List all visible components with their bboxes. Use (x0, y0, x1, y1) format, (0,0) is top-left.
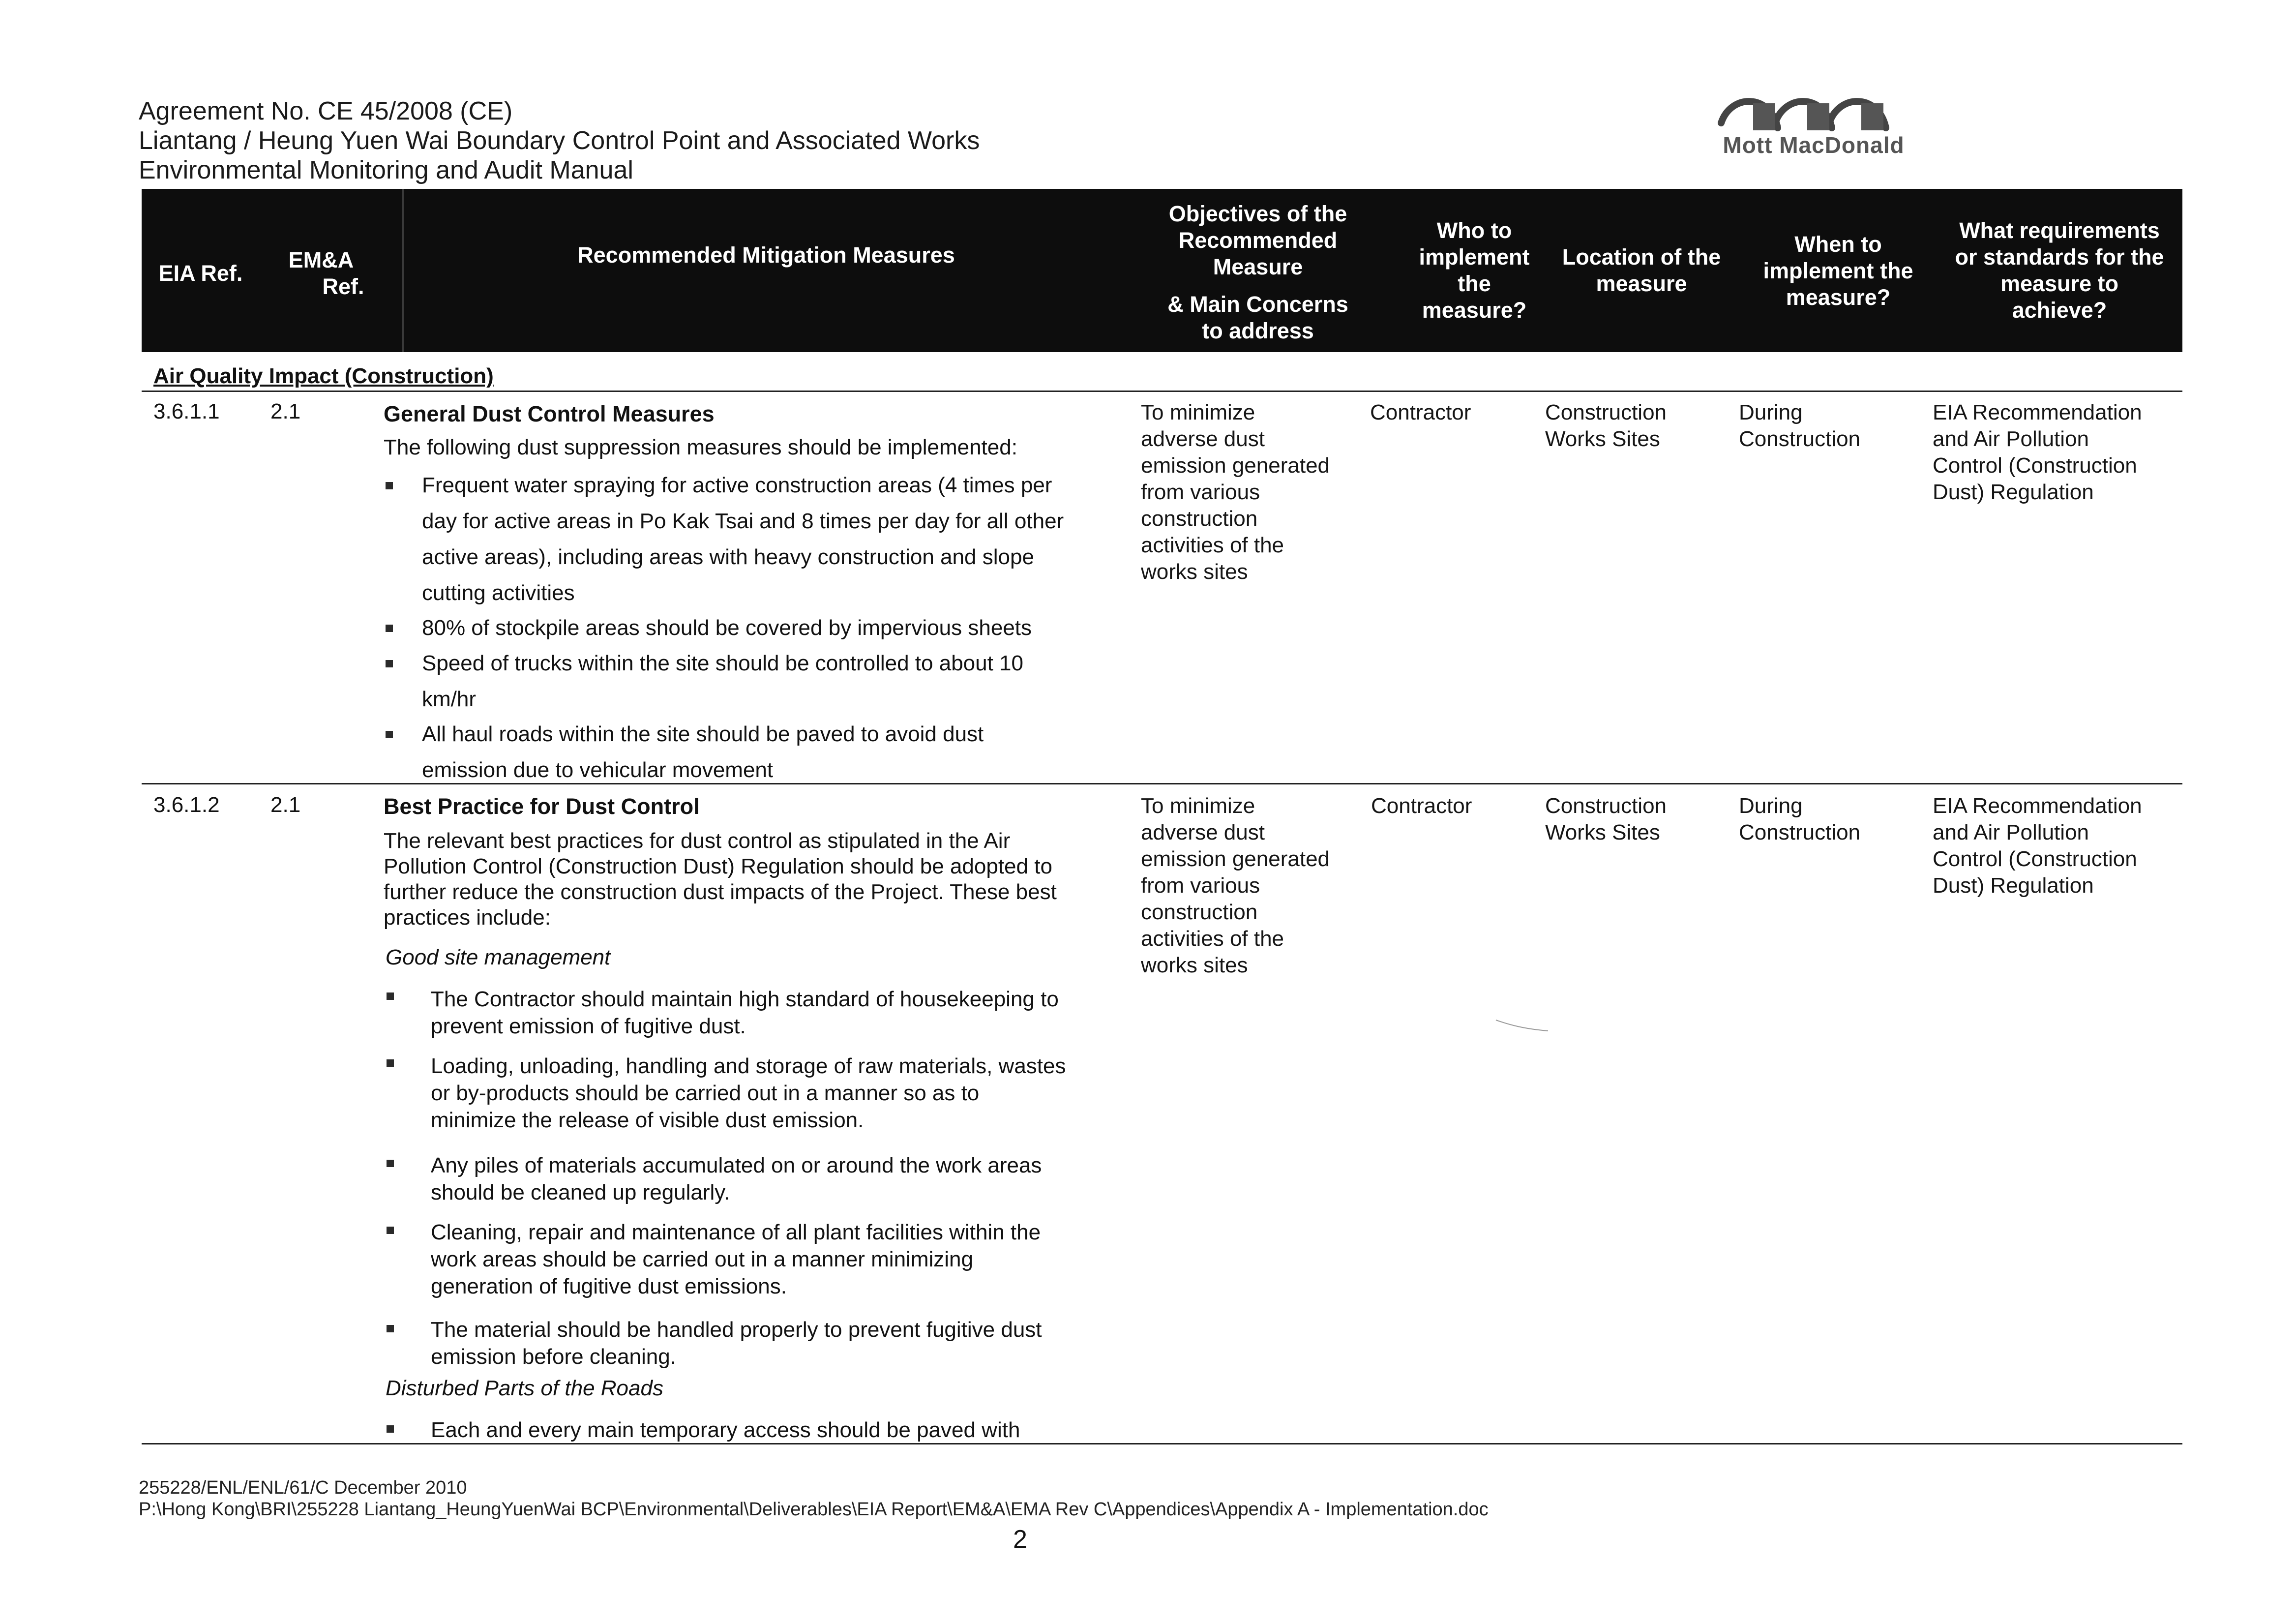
col-who-l4: measure? (1422, 298, 1527, 323)
bullet-line: Cleaning, repair and maintenance of all plant facilities within the (431, 1220, 1041, 1244)
measure-intro-line: The relevant best practices for dust control as stipulated in the Air (384, 829, 1011, 853)
col-when-l1: When to (1794, 232, 1882, 257)
bullet-icon (386, 625, 393, 632)
bullet-line: Speed of trucks within the site should be controlled to about 10 (422, 651, 1023, 675)
col-ema-ref-line1: EM&A (288, 247, 354, 272)
footer-doc-ref: 255228/ENL/ENL/61/C December 2010 (139, 1477, 467, 1498)
col-eia-ref: EIA Ref. (158, 261, 243, 286)
measure-title: Best Practice for Dust Control (384, 794, 700, 819)
bullet-line: should be cleaned up regularly. (431, 1180, 730, 1204)
who-cell: Contractor (1370, 400, 1471, 424)
bullet-line: cutting activities (422, 581, 575, 605)
requirement-line: Dust) Regulation (1933, 873, 2094, 898)
when-line: During (1739, 400, 1803, 424)
bullet-icon (387, 1227, 394, 1234)
page-number: 2 (1013, 1525, 1027, 1554)
bullet-icon (386, 660, 393, 667)
col-when-l3: measure? (1786, 285, 1891, 310)
objective-line: from various (1141, 873, 1260, 898)
bullet-line: The Contractor should maintain high standard of housekeeping to (431, 987, 1059, 1011)
bullet-line: active areas), including areas with heavy construction and slope (422, 545, 1034, 569)
col-requirements-l1: What requirements (1959, 218, 2160, 243)
objective-line: To minimize (1141, 400, 1255, 424)
col-who-l1: Who to (1436, 218, 1512, 243)
objective-line: activities of the (1141, 927, 1284, 951)
row-divider (142, 783, 2182, 784)
bullet-line: generation of fugitive dust emissions. (431, 1274, 787, 1298)
requirement-line: Control (Construction (1933, 453, 2137, 478)
col-mitigation-measures: Recommended Mitigation Measures (577, 242, 955, 268)
eia-ref: 3.6.1.1 (153, 399, 220, 423)
column-separator (402, 189, 404, 352)
document-agreement-no: Agreement No. CE 45/2008 (CE) (139, 97, 513, 125)
bullet-icon (386, 482, 393, 489)
requirement-line: EIA Recommendation (1933, 400, 2142, 424)
objective-line: emission generated (1141, 847, 1330, 871)
bullet-line: Frequent water spraying for active construction areas (4 times per (422, 473, 1052, 497)
requirement-line: EIA Recommendation (1933, 794, 2142, 818)
measure-intro-line: practices include: (384, 905, 551, 930)
col-requirements-l2: or standards for the (1955, 244, 2164, 270)
bullet-line: emission before cleaning. (431, 1345, 676, 1369)
measure-intro-line: further reduce the construction dust impacts of the Project. These best (384, 880, 1057, 904)
bullet-line: 80% of stockpile areas should be covered by impervious sheets (422, 616, 1032, 640)
bullet-icon (387, 1325, 394, 1332)
requirement-line: and Air Pollution (1933, 427, 2089, 451)
bullet-icon (387, 1059, 394, 1067)
bullet-line: emission due to vehicular movement (422, 758, 774, 782)
col-ema-ref-line2: Ref. (322, 274, 364, 299)
document-project-title: Liantang / Heung Yuen Wai Boundary Control Point and Associated Works (139, 126, 980, 155)
objective-line: adverse dust (1141, 427, 1265, 451)
objective-line: works sites (1141, 560, 1248, 584)
bullet-line: or by-products should be carried out in a manner so as to (431, 1081, 980, 1105)
col-who-l3: the (1458, 271, 1491, 296)
col-objectives-l3: Measure (1213, 254, 1303, 279)
measure-intro-line: Pollution Control (Construction Dust) Regulation should be adopted to (384, 854, 1052, 878)
bullet-line: minimize the release of visible dust emission. (431, 1108, 864, 1132)
col-who-l2: implement (1419, 244, 1530, 270)
table-header (142, 189, 2182, 352)
objective-line: adverse dust (1141, 820, 1265, 844)
col-when-l2: implement the (1763, 258, 1913, 283)
footer-file-path: P:\Hong Kong\BRI\255228 Liantang_HeungYuenWai BCP\Environmental\Deliverables\EIA Report\EM&A\EMA Rev C\Appendices\Appendix A - Implementation.doc (139, 1499, 1489, 1520)
eia-ref: 3.6.1.2 (153, 793, 220, 817)
objective-line: emission generated (1141, 453, 1330, 478)
location-line: Construction (1545, 794, 1667, 818)
bullet-icon (387, 992, 394, 1000)
col-requirements-l3: measure to (2000, 271, 2119, 296)
bullet-line: work areas should be carried out in a manner minimizing (431, 1247, 973, 1271)
ema-ref: 2.1 (270, 399, 301, 423)
pen-mark-icon (1495, 1018, 1549, 1033)
requirement-line: and Air Pollution (1933, 820, 2089, 844)
objective-line: construction (1141, 507, 1258, 531)
objective-line: construction (1141, 900, 1258, 924)
bullet-line: The material should be handled properly to prevent fugitive dust (431, 1318, 1042, 1342)
location-line: Works Sites (1545, 820, 1660, 844)
col-location-l1: Location of the (1562, 244, 1721, 270)
when-line: Construction (1739, 820, 1861, 844)
measure-title: General Dust Control Measures (384, 401, 715, 426)
bullet-line: All haul roads within the site should be paved to avoid dust (422, 722, 984, 746)
bullet-line: Each and every main temporary access should be paved with (431, 1418, 1020, 1442)
bullet-icon (387, 1425, 394, 1433)
subheading: Good site management (386, 945, 611, 969)
objective-line: To minimize (1141, 794, 1255, 818)
location-line: Works Sites (1545, 427, 1660, 451)
row-divider (142, 391, 2182, 392)
bullet-line: Any piles of materials accumulated on or around the work areas (431, 1153, 1042, 1177)
bullet-line: km/hr (422, 687, 476, 711)
location-line: Construction (1545, 400, 1667, 424)
section-title: Air Quality Impact (Construction) (153, 364, 494, 388)
col-location-l2: measure (1596, 271, 1687, 296)
when-line: Construction (1739, 427, 1861, 451)
requirement-line: Control (Construction (1933, 847, 2137, 871)
bullet-icon (387, 1160, 394, 1167)
objective-line: activities of the (1141, 533, 1284, 557)
document-manual-title: Environmental Monitoring and Audit Manual (139, 156, 633, 184)
logo-wordmark: Mott MacDonald (1723, 132, 1905, 158)
col-objectives-l1: Objectives of the (1168, 201, 1347, 226)
col-requirements-l4: achieve? (2012, 298, 2107, 323)
col-objectives-l5: to address (1202, 318, 1314, 343)
when-line: During (1739, 794, 1803, 818)
who-cell: Contractor (1371, 794, 1472, 818)
bullet-line: Loading, unloading, handling and storage of raw materials, wastes (431, 1054, 1066, 1078)
objective-line: works sites (1141, 953, 1248, 977)
col-objectives-l2: Recommended (1178, 228, 1338, 253)
bullet-line: day for active areas in Po Kak Tsai and 8 times per day for all other (422, 509, 1064, 533)
objective-line: from various (1141, 480, 1260, 504)
bullet-line: prevent emission of fugitive dust. (431, 1014, 746, 1038)
subheading: Disturbed Parts of the Roads (386, 1376, 663, 1400)
col-objectives-l4: & Main Concerns (1167, 292, 1348, 317)
bullet-icon (386, 731, 393, 738)
row-divider (142, 1443, 2182, 1444)
measure-intro: The following dust suppression measures should be implemented: (384, 435, 1017, 459)
ema-ref: 2.1 (270, 793, 301, 817)
requirement-line: Dust) Regulation (1933, 480, 2094, 504)
